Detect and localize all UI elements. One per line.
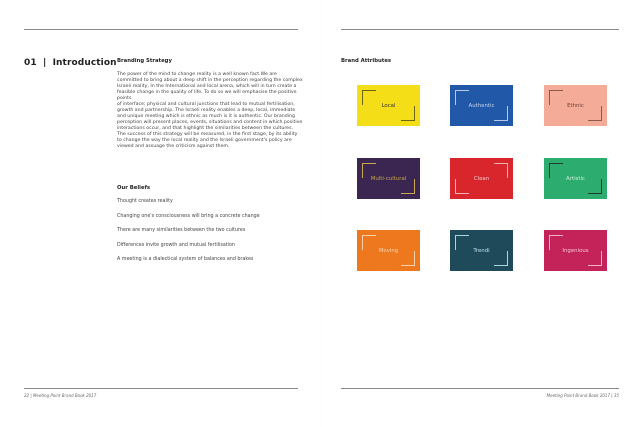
attribute-label: Authentic: [468, 102, 495, 109]
bottom-rule: [24, 388, 298, 389]
brand-attributes-heading: Brand Attributes: [341, 58, 392, 64]
attribute-label: Clean: [473, 175, 490, 182]
section-name: Introduction: [52, 58, 117, 68]
beliefs-list: [117, 199, 303, 272]
attribute-label: Trendi: [473, 247, 490, 254]
branding-strategy-body: [117, 72, 303, 150]
attribute-label: Moving: [378, 247, 399, 254]
attribute-tile-ethnic: [544, 85, 607, 126]
belief-item: Differences invite growth and mutual fertilisation: [117, 242, 235, 248]
top-rule: [24, 29, 298, 30]
right-page: [321, 0, 641, 427]
attribute-label: Artistic: [566, 175, 585, 182]
page-footer: Meeting Point Brand Book 2017 | 35: [546, 393, 619, 398]
body-paragraph: The power of the mind to change reality is a well known fact.We are committed to bring about a deep shift in the perception regarding the complex Israeli reality, In the International and local arena, which will in turn create a feasible change in the quality of life. To do so we will emphasise the positive points: [117, 72, 303, 101]
attribute-tile-local: [357, 85, 420, 126]
branding-strategy-heading: Branding Strategy: [117, 58, 172, 64]
attribute-label: Local: [381, 102, 396, 109]
body-paragraph: of interface; physical and cultural junctions that lead to mutual fertilisation, growth and partnership. The Israeli reality enables a deep, local, immediate and unique meeting which is ethnic as much is it is authentic. Our branding perception will present places, events, situations and content in which positive interactions occur, and that highlight the similarities between the cultures. The success of this strategy will be measured, in the first stage, by its ability to change the way the local reality and the Israeli government's policy are viewed and assuage the criticism against them.: [117, 102, 303, 149]
left-page: [0, 0, 320, 427]
belief-item: A meeting is a dialectical system of balances and brakes: [117, 257, 254, 262]
belief-item: Changing one's consciousness will bring a concrete change: [117, 213, 260, 219]
section-title: [24, 58, 117, 68]
top-rule: [341, 29, 619, 30]
attribute-label: Ethnic: [567, 102, 584, 109]
belief-item: Thought creates reality: [117, 199, 173, 204]
attribute-tile-trendi: [450, 230, 513, 271]
attribute-tile-multi-cultural: [357, 158, 420, 199]
attribute-tile-authentic: [450, 85, 513, 126]
attribute-tile-clean: [450, 158, 513, 199]
attribute-tile-ingenious: [544, 230, 607, 271]
section-separator: |: [42, 58, 47, 68]
attribute-label: Ingenious: [562, 247, 589, 254]
belief-item: There are many similarities between the two cultures: [117, 228, 246, 233]
attribute-label: Multi-cultural: [370, 175, 407, 182]
attribute-tile-moving: [357, 230, 420, 271]
our-beliefs-heading: Our Beliefs: [117, 185, 151, 191]
page-footer: 22 | Meeting Point Brand Book 2017: [24, 393, 97, 398]
attribute-tile-artistic: [544, 158, 607, 199]
bottom-rule: [341, 388, 619, 389]
section-number: 01: [24, 58, 37, 68]
